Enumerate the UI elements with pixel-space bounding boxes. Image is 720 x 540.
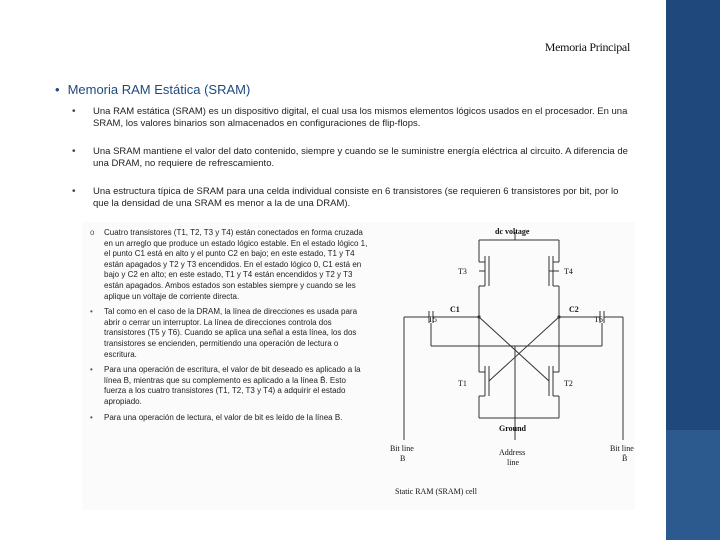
sidebar-lower-block — [666, 430, 720, 540]
bullet-dot-icon: • — [90, 365, 93, 375]
t6-label: T6 — [594, 315, 603, 324]
bullet-dot-icon: • — [72, 106, 76, 117]
bit-line-b-bar-label: Bit line — [610, 444, 634, 453]
address-line-label-2: line — [507, 458, 519, 467]
bullet-text-1: Una RAM estática (SRAM) es un dispositivo digital, el cual usa los mismos elementos lógicos usados en el procesador. En una SRAM, los valores binarios son almacenados en configuraciones de flip-flops. — [93, 106, 628, 129]
bit-line-b-label: Bit line — [390, 444, 414, 453]
t1-label: T1 — [458, 379, 467, 388]
main-bullet-text: Memoria RAM Estática (SRAM) — [67, 82, 251, 97]
b-bar-label: B̄ — [622, 454, 628, 463]
b-label: B — [400, 454, 406, 463]
figure-paragraph: o Cuatro transistores (T1, T2, T3 y T4) están conectados en forma cruzada en un arreglo que produce un estado lógico estable. En el estado lógico 1, el punto C1 está en alto y el punto C2 en bajo; en este estado, T1 y T4 están apagados y T2 y T3 encendidos. En el estado lógico 0, C1 está en bajo y C2 en alto; en este estado, T1 y T4 están encendidos y T2 y T3 están apagados. Ambos estados son estables siempre y cuando se les aplique un voltaje de corriente directa. — [90, 228, 368, 301]
bullet-dot-icon: • — [55, 82, 60, 97]
t4-label: T4 — [564, 267, 573, 276]
circle-bullet-icon: o — [90, 228, 95, 237]
t3-label: T3 — [458, 267, 467, 276]
bullet-text-2: Una SRAM mantiene el valor del dato contenido, siempre y cuando se le suministre energía eléctrica al circuito. A diferencia de una DRAM, no requiere de refrescamiento. — [93, 146, 628, 169]
sram-circuit-diagram — [82, 222, 635, 510]
sram-figure — [82, 222, 635, 510]
dc-voltage-label: dc voltage — [495, 227, 530, 236]
c2-label: C2 — [569, 305, 579, 314]
bullet-dot-icon: • — [90, 412, 93, 422]
main-bullet — [55, 82, 250, 97]
c1-label: C1 — [450, 305, 460, 314]
figure-paragraph: • Tal como en el caso de la DRAM, la línea de direcciones es usada para abrir o cerrar un interruptor. La línea de direcciones controla dos transistores (T5 y T6). Cuando se aplica una señal a esta línea, los dos transistores se encienden, permitiendo una operación de lectura o escritura. — [90, 307, 358, 359]
figure-caption: Static RAM (SRAM) cell — [395, 487, 477, 496]
t5-label: T5 — [428, 315, 437, 324]
bullet-dot-icon: • — [72, 146, 76, 157]
figure-paragraph: • Para una operación de lectura, el valor de bit es leído de la línea B. — [90, 412, 343, 422]
bullet-dot-icon: • — [72, 186, 76, 197]
t2-label: T2 — [564, 379, 573, 388]
slide-title: Memoria Principal — [544, 40, 630, 54]
address-line-label-1: Address — [499, 448, 526, 457]
figure-paragraph: • Para una operación de escritura, el valor de bit deseado es aplicado a la línea B, mientras que su complemento es aplicado a la línea B̄. Esto fuerza a los cuatro transistores (T1, T2, T3 y T4) a adquirir el estado apropiado. — [90, 365, 361, 406]
bullet-text-3: Una estructura típica de SRAM para una celda individual consiste en 6 transistores (se requieren 6 transistores por bit, por lo que la densidad de una SRAM es menor a la de una DRAM). — [93, 186, 619, 209]
sidebar-decoration — [666, 0, 720, 540]
ground-label: Ground — [499, 424, 526, 433]
bullet-dot-icon: • — [90, 307, 93, 317]
